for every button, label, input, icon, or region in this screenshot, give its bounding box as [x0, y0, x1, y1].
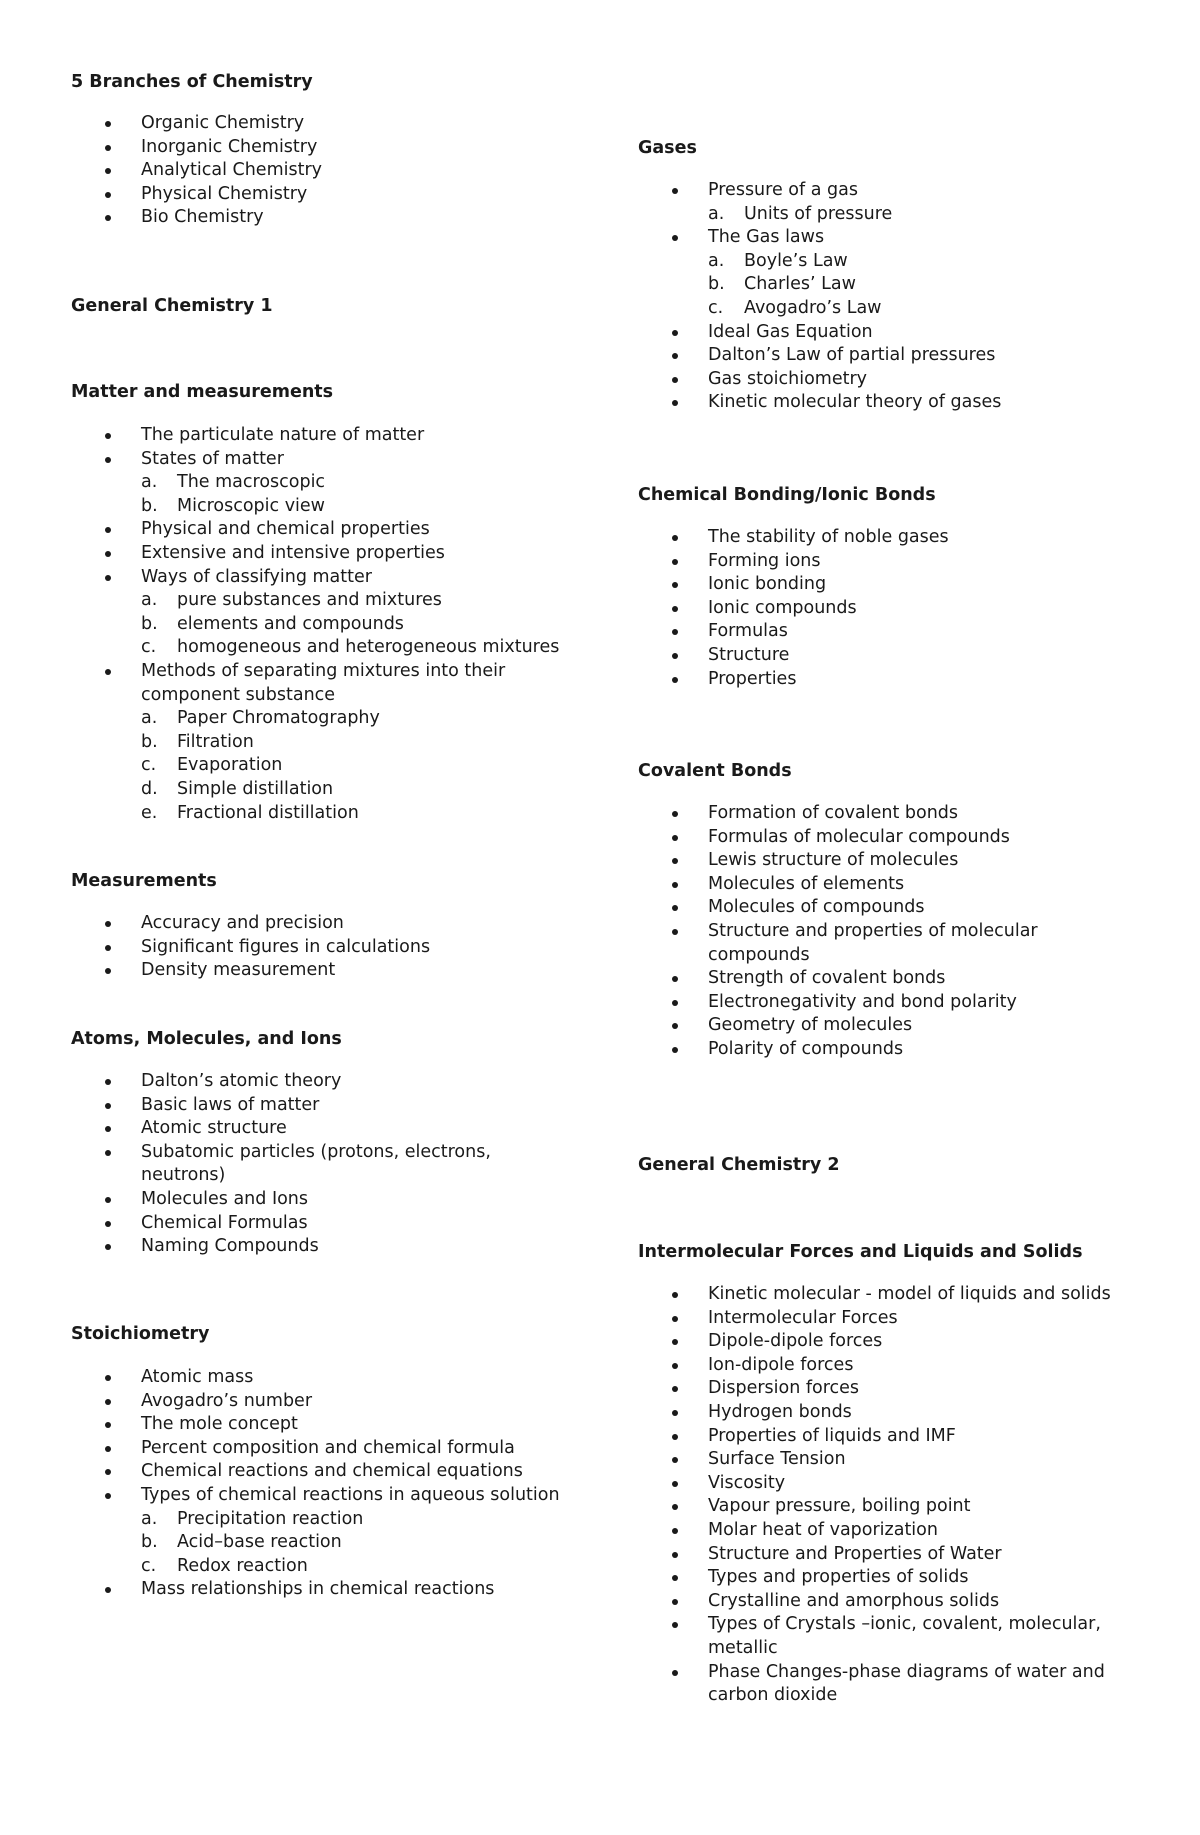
- list-item: Significant figures in calculations: [71, 936, 568, 960]
- list-item: Crystalline and amorphous solids: [638, 1590, 1135, 1614]
- list-item: The stability of noble gases: [638, 526, 1135, 550]
- list-measurements: [71, 912, 568, 983]
- list-item: Molecules and Ions: [71, 1188, 568, 1212]
- list-item: Atomic structure: [71, 1117, 568, 1141]
- bullet-icon: [672, 976, 678, 982]
- bullet-icon: [105, 1446, 111, 1452]
- bullet-icon: [672, 905, 678, 911]
- list-item: Properties of liquids and IMF: [638, 1425, 1135, 1449]
- bullet-icon: [672, 811, 678, 817]
- list-item: Forming ions: [638, 550, 1135, 574]
- sub-list-item: b. Charles’ Law: [638, 273, 1135, 297]
- list-item: Types of chemical reactions in aqueous solution: [71, 1484, 568, 1508]
- bullet-icon: [105, 1244, 111, 1250]
- list-item: Formulas: [638, 620, 1135, 644]
- bullet-icon: [672, 1434, 678, 1440]
- sub-list-item: d. Simple distillation: [71, 778, 568, 802]
- bullet-icon: [672, 882, 678, 888]
- bullet-icon: [672, 377, 678, 383]
- bullet-icon: [105, 669, 111, 675]
- bullet-icon: [105, 433, 111, 439]
- bullet-icon: [672, 606, 678, 612]
- heading-ionic-bonds: Chemical Bonding/Ionic Bonds: [638, 485, 936, 505]
- list-item: Mass relationships in chemical reactions: [71, 1578, 568, 1602]
- list-gases: [638, 179, 1135, 415]
- list-item: Molecules of elements: [638, 873, 1135, 897]
- bullet-icon: [105, 1399, 111, 1405]
- list-item: States of matter: [71, 448, 568, 472]
- list-item: Density measurement: [71, 959, 568, 983]
- heading-matter: Matter and measurements: [71, 382, 334, 402]
- list-stoichiometry: [71, 1366, 568, 1602]
- sub-item-marker: c.: [141, 637, 157, 658]
- sub-list-item: c. homogeneous and heterogeneous mixtures: [71, 636, 568, 660]
- list-item: Types of Crystals –ionic, covalent, molecular, metallic: [638, 1613, 1135, 1660]
- bullet-icon: [672, 1599, 678, 1605]
- sub-item-marker: c.: [141, 1555, 157, 1576]
- list-item: Vapour pressure, boiling point: [638, 1495, 1135, 1519]
- heading-gases: Gases: [638, 138, 697, 158]
- bullet-icon: [105, 551, 111, 557]
- sub-list-item: a. Precipitation reaction: [71, 1508, 568, 1532]
- sub-list-item: e. Fractional distillation: [71, 802, 568, 826]
- bullet-icon: [672, 535, 678, 541]
- bullet-icon: [672, 653, 678, 659]
- list-item: Ionic compounds: [638, 597, 1135, 621]
- bullet-icon: [672, 1622, 678, 1628]
- list-branches: [71, 112, 568, 230]
- list-item: Types and properties of solids: [638, 1566, 1135, 1590]
- heading-stoichiometry: Stoichiometry: [71, 1324, 210, 1344]
- bullet-icon: [105, 145, 111, 151]
- list-item: Dispersion forces: [638, 1377, 1135, 1401]
- list-item: Ideal Gas Equation: [638, 321, 1135, 345]
- sub-item-marker: a.: [708, 203, 725, 224]
- sub-list-item: a. Boyle’s Law: [638, 250, 1135, 274]
- bullet-icon: [105, 527, 111, 533]
- list-item: Structure and Properties of Water: [638, 1543, 1135, 1567]
- list-item: Extensive and intensive properties: [71, 542, 568, 566]
- bullet-icon: [105, 921, 111, 927]
- bullet-icon: [672, 1575, 678, 1581]
- list-item: Ways of classifying matter: [71, 566, 568, 590]
- list-item: Geometry of molecules: [638, 1014, 1135, 1038]
- bullet-icon: [672, 629, 678, 635]
- bullet-icon: [105, 575, 111, 581]
- list-item: Lewis structure of molecules: [638, 849, 1135, 873]
- sub-item-marker: a.: [141, 472, 158, 493]
- bullet-icon: [672, 400, 678, 406]
- bullet-icon: [672, 235, 678, 241]
- sub-item-marker: c.: [708, 297, 724, 318]
- list-item: The Gas laws: [638, 226, 1135, 250]
- bullet-icon: [105, 1469, 111, 1475]
- sub-item-marker: a.: [141, 1508, 158, 1529]
- list-item: The mole concept: [71, 1413, 568, 1437]
- bullet-icon: [672, 1481, 678, 1487]
- sub-list-item: a. Paper Chromatography: [71, 707, 568, 731]
- list-item: Strength of covalent bonds: [638, 967, 1135, 991]
- list-item: Naming Compounds: [71, 1235, 568, 1259]
- list-item: Structure and properties of molecular compounds: [638, 920, 1135, 967]
- bullet-icon: [672, 1316, 678, 1322]
- list-item: Inorganic Chemistry: [71, 136, 568, 160]
- bullet-icon: [105, 945, 111, 951]
- bullet-icon: [672, 1504, 678, 1510]
- sub-item-marker: b.: [141, 731, 158, 752]
- bullet-icon: [672, 1339, 678, 1345]
- bullet-icon: [672, 1528, 678, 1534]
- list-item: Dipole-dipole forces: [638, 1330, 1135, 1354]
- list-item: Atomic mass: [71, 1366, 568, 1390]
- list-item: Ionic bonding: [638, 573, 1135, 597]
- list-item: Methods of separating mixtures into their component substance: [71, 660, 568, 707]
- bullet-icon: [672, 188, 678, 194]
- list-item: Avogadro’s number: [71, 1390, 568, 1414]
- list-item: Kinetic molecular theory of gases: [638, 391, 1135, 415]
- list-item: Gas stoichiometry: [638, 368, 1135, 392]
- list-item: Molecules of compounds: [638, 896, 1135, 920]
- list-item: Ion-dipole forces: [638, 1354, 1135, 1378]
- list-item: The particulate nature of matter: [71, 424, 568, 448]
- bullet-icon: [672, 1410, 678, 1416]
- sub-list-item: a. Units of pressure: [638, 203, 1135, 227]
- list-item: Subatomic particles (protons, electrons, neutrons): [71, 1141, 568, 1188]
- sub-list-item: a. The macroscopic: [71, 471, 568, 495]
- list-item: Formulas of molecular compounds: [638, 826, 1135, 850]
- bullet-icon: [672, 582, 678, 588]
- bullet-icon: [105, 1422, 111, 1428]
- bullet-icon: [672, 353, 678, 359]
- list-item: Structure: [638, 644, 1135, 668]
- list-imf: [638, 1283, 1135, 1708]
- bullet-icon: [105, 1587, 111, 1593]
- bullet-icon: [105, 168, 111, 174]
- list-item: Hydrogen bonds: [638, 1401, 1135, 1425]
- bullet-icon: [105, 457, 111, 463]
- bullet-icon: [672, 1363, 678, 1369]
- heading-imf: Intermolecular Forces and Liquids and Solids: [638, 1242, 1083, 1262]
- sub-item-marker: e.: [141, 802, 158, 823]
- list-item: Polarity of compounds: [638, 1038, 1135, 1062]
- bullet-icon: [672, 858, 678, 864]
- sub-list-item: b. Acid–base reaction: [71, 1531, 568, 1555]
- list-item: Electronegativity and bond polarity: [638, 991, 1135, 1015]
- sub-item-marker: b.: [141, 613, 158, 634]
- bullet-icon: [672, 1047, 678, 1053]
- bullet-icon: [105, 1375, 111, 1381]
- list-item: Formation of covalent bonds: [638, 802, 1135, 826]
- sub-item-marker: b.: [708, 274, 725, 295]
- bullet-icon: [672, 677, 678, 683]
- list-item: Organic Chemistry: [71, 112, 568, 136]
- bullet-icon: [105, 192, 111, 198]
- bullet-icon: [105, 1150, 111, 1156]
- list-item: Dalton’s atomic theory: [71, 1070, 568, 1094]
- sub-item-marker: a.: [141, 590, 158, 611]
- list-item: Pressure of a gas: [638, 179, 1135, 203]
- bullet-icon: [105, 215, 111, 221]
- bullet-icon: [105, 968, 111, 974]
- heading-measurements: Measurements: [71, 871, 217, 891]
- list-item: Dalton’s Law of partial pressures: [638, 344, 1135, 368]
- heading-branches: 5 Branches of Chemistry: [71, 72, 313, 92]
- list-item: Basic laws of matter: [71, 1094, 568, 1118]
- list-item: Accuracy and precision: [71, 912, 568, 936]
- bullet-icon: [105, 1197, 111, 1203]
- list-item: Surface Tension: [638, 1448, 1135, 1472]
- heading-atoms: Atoms, Molecules, and Ions: [71, 1029, 342, 1049]
- list-item: Chemical Formulas: [71, 1212, 568, 1236]
- sub-item-marker: c.: [141, 755, 157, 776]
- sub-list-item: a. pure substances and mixtures: [71, 589, 568, 613]
- list-item: Molar heat of vaporization: [638, 1519, 1135, 1543]
- bullet-icon: [672, 1292, 678, 1298]
- sub-item-marker: b.: [141, 495, 158, 516]
- list-item: Viscosity: [638, 1472, 1135, 1496]
- list-item: Analytical Chemistry: [71, 159, 568, 183]
- heading-general-chemistry-2: General Chemistry 2: [638, 1155, 840, 1175]
- sub-item-marker: a.: [141, 708, 158, 729]
- heading-general-chemistry-1: General Chemistry 1: [71, 296, 273, 316]
- bullet-icon: [672, 1386, 678, 1392]
- list-covalent-bonds: [638, 802, 1135, 1062]
- bullet-icon: [105, 1221, 111, 1227]
- bullet-icon: [672, 835, 678, 841]
- bullet-icon: [105, 1079, 111, 1085]
- list-item: Chemical reactions and chemical equations: [71, 1460, 568, 1484]
- list-item: Bio Chemistry: [71, 206, 568, 230]
- bullet-icon: [105, 1103, 111, 1109]
- sub-list-item: b. Filtration: [71, 731, 568, 755]
- bullet-icon: [672, 1000, 678, 1006]
- sub-item-marker: a.: [708, 250, 725, 271]
- sub-list-item: c. Evaporation: [71, 754, 568, 778]
- sub-item-marker: b.: [141, 1532, 158, 1553]
- sub-item-marker: d.: [141, 778, 158, 799]
- bullet-icon: [672, 559, 678, 565]
- list-item: Percent composition and chemical formula: [71, 1437, 568, 1461]
- bullet-icon: [105, 1126, 111, 1132]
- bullet-icon: [672, 929, 678, 935]
- list-item: Physical Chemistry: [71, 183, 568, 207]
- list-item: Kinetic molecular - model of liquids and solids: [638, 1283, 1135, 1307]
- list-item: Intermolecular Forces: [638, 1307, 1135, 1331]
- bullet-icon: [672, 1670, 678, 1676]
- bullet-icon: [105, 1493, 111, 1499]
- list-matter: [71, 424, 568, 825]
- sub-list-item: b. elements and compounds: [71, 613, 568, 637]
- bullet-icon: [672, 1023, 678, 1029]
- bullet-icon: [672, 1552, 678, 1558]
- sub-list-item: b. Microscopic view: [71, 495, 568, 519]
- sub-list-item: c. Avogadro’s Law: [638, 297, 1135, 321]
- heading-covalent-bonds: Covalent Bonds: [638, 761, 792, 781]
- list-item: Physical and chemical properties: [71, 518, 568, 542]
- bullet-icon: [672, 1457, 678, 1463]
- list-ionic-bonds: [638, 526, 1135, 691]
- bullet-icon: [672, 330, 678, 336]
- list-atoms: [71, 1070, 568, 1259]
- list-item: Phase Changes-phase diagrams of water and carbon dioxide: [638, 1661, 1135, 1708]
- sub-list-item: c. Redox reaction: [71, 1555, 568, 1579]
- list-item: Properties: [638, 668, 1135, 692]
- bullet-icon: [105, 121, 111, 127]
